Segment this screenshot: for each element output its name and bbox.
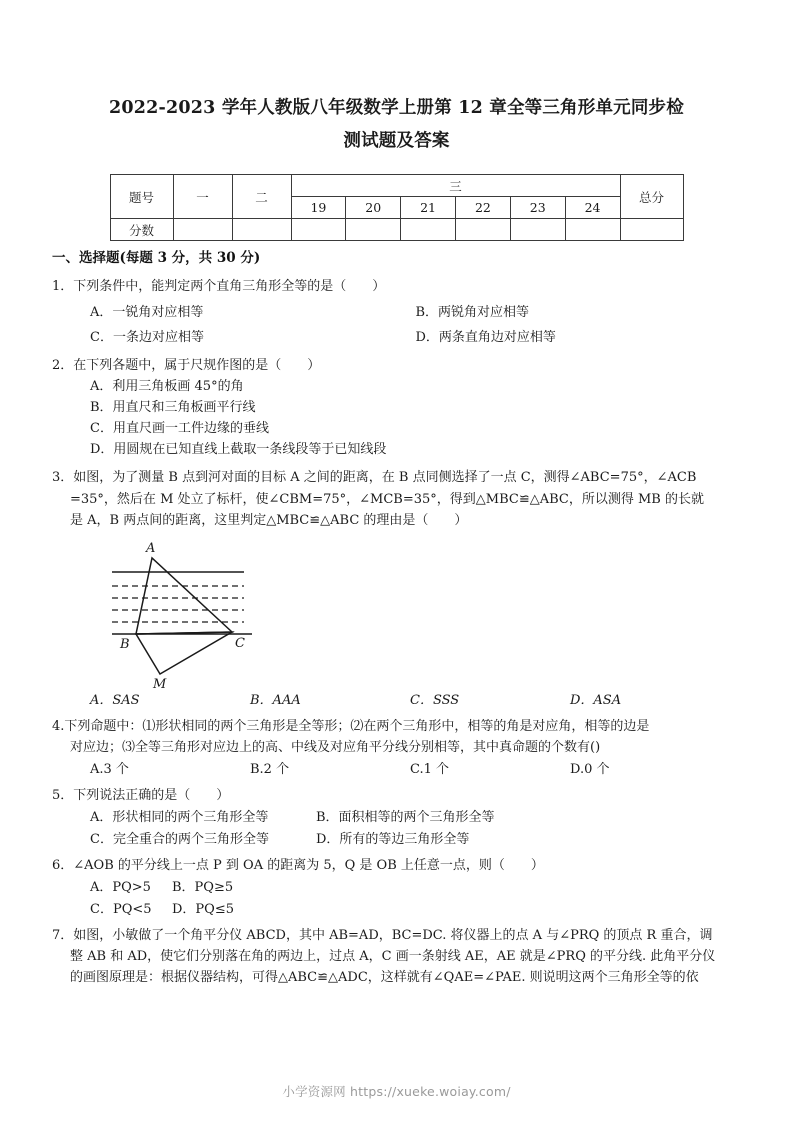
question-4-option-b[interactable]: B.2 个 [250,761,290,777]
question-5-text: 下列说法正确的是（ ） [73,787,230,803]
score-table-col-two: 二 [232,175,291,219]
question-4 [52,716,741,780]
question-4-options-row [52,759,741,780]
question-6-stem [52,855,741,876]
score-table-row-label-number: 题号 [110,175,173,219]
question-4-number: 4. [52,718,65,734]
triangle-mbc [136,632,232,674]
score-table-col-total: 总分 [620,175,683,219]
figure-label-b: B [120,636,130,652]
question-1-stem [52,276,741,298]
score-cell-two[interactable] [232,219,291,241]
question-5-options-row-2 [52,829,741,850]
question-5-option-d[interactable]: D．所有的等边三角形全等 [316,831,470,847]
score-table-subnumber-19: 19 [291,197,346,219]
question-3-stem-line-1 [52,467,741,489]
question-5-option-b[interactable]: B．面积相等的两个三角形全等 [316,809,495,825]
question-7-stem-line-3: 的画图原理是：根据仪器结构，可得△ABC≌△ADC，这样就有∠QAE=∠PAE. 则说明这两个三角形全等的依 [70,969,699,985]
score-cell-23[interactable] [510,219,565,241]
page-title [52,92,741,158]
question-1-options-row-1 [52,302,741,323]
footer-watermark: 小学资源网 https://xueke.woiay.com/ [282,1084,511,1099]
question-2-option-c[interactable]: C．用直尺画一工件边缘的垂线 [90,421,269,436]
score-table-container [52,174,741,241]
question-4-option-c[interactable]: C.1 个 [410,761,450,777]
page-title-line-2: 测试题及答案 [343,131,450,151]
question-6-number: 6． [52,857,74,873]
figure-label-c: C [235,635,245,651]
question-6-option-a[interactable]: A．PQ>5 [90,879,151,895]
question-3-figure [52,536,741,692]
score-table-col-one: 一 [173,175,232,219]
question-4-option-d[interactable]: D.0 个 [570,761,610,777]
question-5-stem [52,785,741,806]
question-3-option-c[interactable]: C．SSS [410,692,460,708]
score-cell-24[interactable] [565,219,620,241]
question-3-text-1: 如图，为了测量 B 点到河对面的目标 A 之间的距离，在 B 点同侧选择了一点 C，测得∠ABC=75°，∠ACB [73,470,697,485]
question-2-option-a[interactable]: A．利用三角板画 45°的角 [90,379,244,394]
score-table-row-label-score: 分数 [110,219,173,241]
question-3 [52,467,741,711]
question-3-option-b[interactable]: B．AAA [250,692,301,708]
question-1-number: 1． [52,279,74,294]
score-cell-21[interactable] [401,219,456,241]
question-6-text: ∠AOB 的平分线上一点 P 到 OA 的距离为 5，Q 是 OB 上任意一点，则（ ） [73,857,544,873]
question-7-stem-line-1 [52,925,741,946]
score-table [110,174,684,241]
score-table-subnumber-21: 21 [401,197,456,219]
question-6-options-row-2 [52,899,741,920]
question-6-option-c[interactable]: C．PQ<5 [90,901,152,917]
question-4-stem-line-1 [52,716,741,737]
score-table-col-three: 三 [291,175,620,197]
question-7 [52,925,741,988]
table-row-score [110,219,683,241]
question-7-stem-line-2: 整 AB 和 AD，使它们分别落在角的两边上，过点 A，C 画一条射线 AE，AE 就是∠PRQ 的平分线. 此角平分仪 [70,948,716,964]
question-1-option-b[interactable]: B．两锐角对应相等 [415,304,530,320]
question-1-option-a[interactable]: A．一锐角对应相等 [90,304,204,320]
question-3-option-a[interactable]: A．SAS [90,692,140,708]
question-2-option-b[interactable]: B．用直尺和三角板画平行线 [90,400,256,415]
question-2-stem [52,355,741,377]
score-cell-total[interactable] [620,219,683,241]
question-5-number: 5． [52,787,74,803]
score-cell-22[interactable] [455,219,510,241]
table-row-header [110,175,683,197]
question-6-options-row-1 [52,877,741,898]
question-5-option-a[interactable]: A．形状相同的两个三角形全等 [90,809,269,825]
question-5-option-c[interactable]: C．完全重合的两个三角形全等 [90,831,269,847]
figure-label-a: A [146,540,156,556]
question-3-stem-line-3: 是 A，B 两点间的距离，这里判定△MBC≌△ABC 的理由是（ ） [70,513,468,528]
figure-label-m: M [153,676,167,692]
score-cell-20[interactable] [346,219,401,241]
question-6-option-d[interactable]: D．PQ≤5 [172,901,234,917]
question-1-option-c[interactable]: C．一条边对应相等 [90,329,204,345]
question-6-option-b[interactable]: B．PQ≥5 [172,879,234,895]
question-4-option-a[interactable]: A.3 个 [90,761,129,777]
score-table-subnumber-24: 24 [565,197,620,219]
score-table-subnumber-22: 22 [455,197,510,219]
question-3-number: 3． [52,470,74,485]
question-1-text: 下列条件中，能判定两个直角三角形全等的是（ ） [73,279,386,294]
section-heading-choice: 一、选择题(每题 3 分，共 30 分) [52,250,261,266]
question-4-stem-line-2: 对应边；⑶全等三角形对应边上的高、中线及对应角平分线分别相等，其中真命题的个数有() [70,739,601,755]
score-cell-one[interactable] [173,219,232,241]
question-2-number: 2． [52,357,74,373]
question-1-options-row-2 [52,327,741,348]
question-2-option-d[interactable]: D．用圆规在已知直线上截取一条线段等于已知线段 [90,442,387,457]
score-cell-19[interactable] [291,219,346,241]
question-3-options-row [52,690,741,711]
question-5 [52,785,741,850]
question-7-number: 7． [52,927,74,943]
question-1-option-d[interactable]: D．两条直角边对应相等 [415,329,556,345]
question-4-text-1: 下列命题中：⑴形状相同的两个三角形是全等形；⑵在两个三角形中，相等的角是对应角，相等的边是 [64,718,650,734]
question-3-stem-line-2: =35°，然后在 M 处立了标杆，使∠CBM=75°，∠MCB=35°，得到△MBC≌△ABC，所以测得 MB 的长就 [70,491,704,507]
question-3-option-d[interactable]: D．ASA [570,692,622,708]
question-6 [52,855,741,920]
question-2-text: 在下列各题中，属于尺规作图的是（ ） [73,357,321,373]
score-table-subnumber-20: 20 [346,197,401,219]
score-table-subnumber-23: 23 [510,197,565,219]
question-5-options-row-1 [52,807,741,828]
question-1 [52,276,741,348]
question-7-text-1: 如图，小敏做了一个角平分仪 ABCD，其中 AB=AD，BC=DC. 将仪器上的点 A 与∠PRQ 的顶点 R 重合，调 [73,927,713,943]
question-2 [52,355,741,461]
page-title-line-1: 2022-2023 学年人教版八年级数学上册第 12 章全等三角形单元同步检 [109,98,684,118]
river-triangle-diagram [104,536,294,692]
